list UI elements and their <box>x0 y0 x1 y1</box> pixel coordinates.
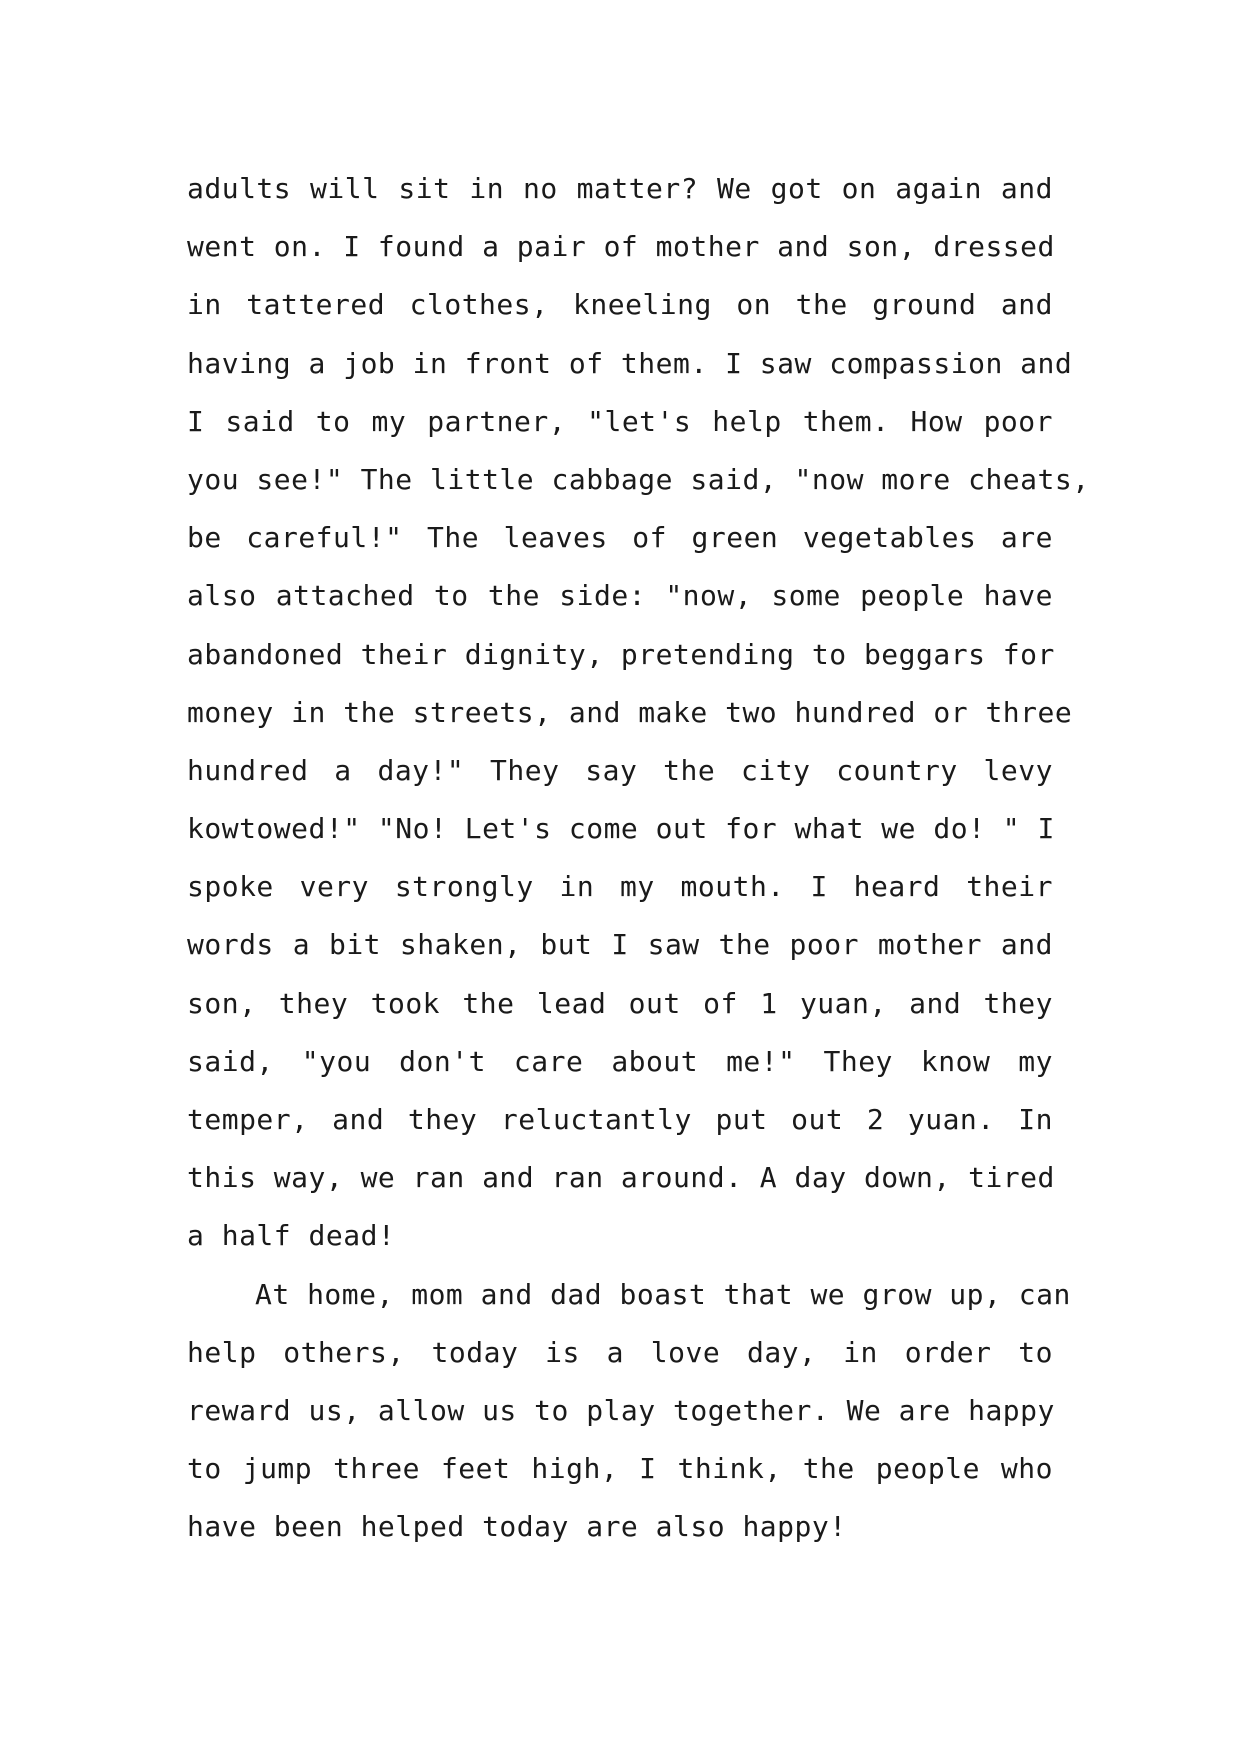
text-line: At home, mom and dad boast that we grow up, can <box>255 1277 1071 1311</box>
text-line: reward us, allow us to play together. We are happy <box>187 1393 1055 1427</box>
text-line: abandoned their dignity, pretending to beggars for <box>187 637 1055 671</box>
text-line: a half dead! <box>187 1219 396 1253</box>
text-line: adults will sit in no matter? We got on again and <box>187 172 1053 205</box>
text-line: said, "you don't care about me!" They know my <box>187 1044 1053 1078</box>
text-line: in tattered clothes, kneeling on the ground and <box>187 288 1053 322</box>
text-line: hundred a day!" They say the city country levy <box>187 753 1053 787</box>
text-line: I said to my partner, "let's help them. How poor <box>187 404 1053 438</box>
text-line: help others, today is a love day, in order to <box>187 1335 1053 1369</box>
paragraph <box>187 1266 1071 1557</box>
text-line: went on. I found a pair of mother and son, dressed <box>187 230 1055 264</box>
text-line: be careful!" The leaves of green vegetables are <box>187 521 1053 555</box>
body-text <box>187 160 1090 1557</box>
paragraph <box>187 160 1090 1266</box>
text-line: money in the streets, and make two hundred or three <box>187 695 1073 729</box>
text-line: temper, and they reluctantly put out 2 yuan. In <box>187 1103 1053 1136</box>
text-line: kowtowed!" "No! Let's come out for what we do! " I <box>187 812 1055 846</box>
text-line: you see!" The little cabbage said, "now more cheats, <box>187 462 1090 496</box>
text-line: also attached to the side: "now, some people have <box>187 579 1053 613</box>
text-line: spoke very strongly in my mouth. I heard their <box>187 870 1053 904</box>
text-line: to jump three feet high, I think, the people who <box>187 1452 1053 1486</box>
text-line: words a bit shaken, but I saw the poor mother and <box>187 928 1053 962</box>
text-line: having a job in front of them. I saw compassion and <box>187 346 1073 380</box>
text-line: son, they took the lead out of 1 yuan, and they <box>187 986 1053 1020</box>
text-line: have been helped today are also happy! <box>187 1510 847 1544</box>
text-line: this way, we ran and ran around. A day down, tired <box>187 1161 1055 1195</box>
